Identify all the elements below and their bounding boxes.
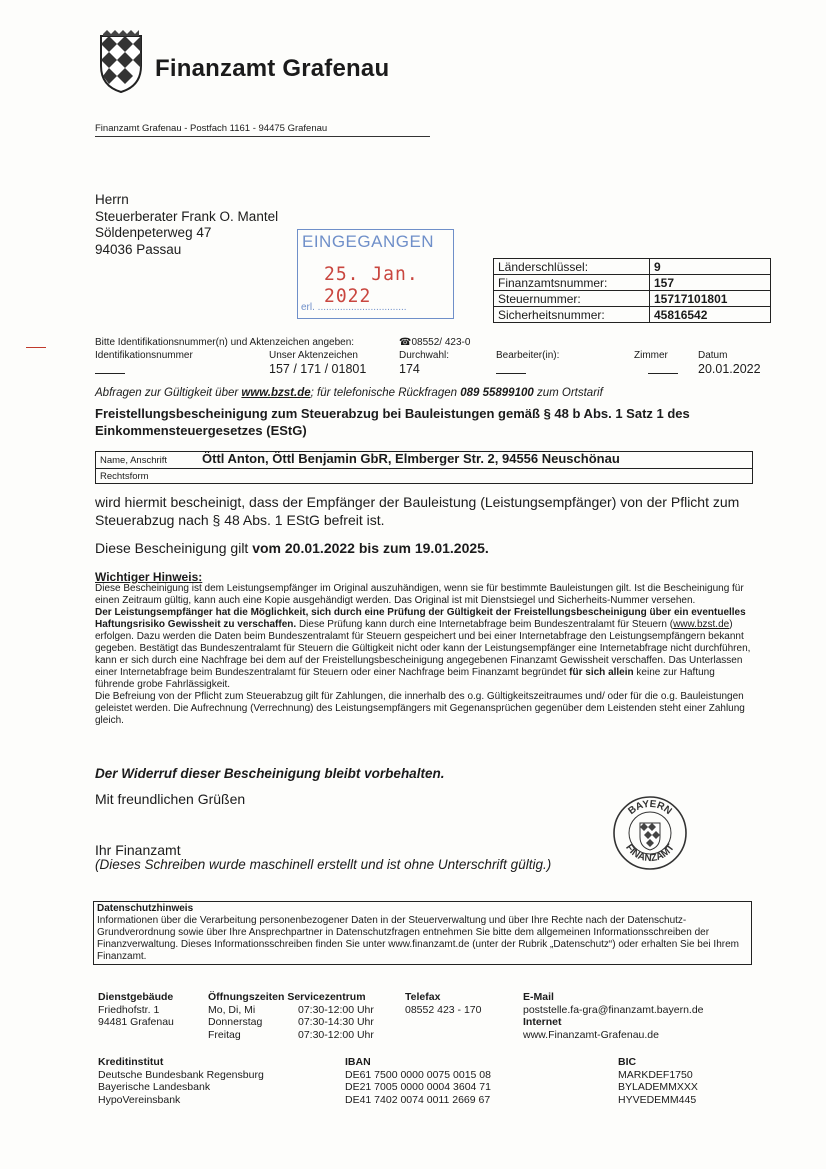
bank-ibans xyxy=(345,1056,491,1106)
stamp-date: 25. Jan. 2022 xyxy=(324,262,419,308)
hours-label: Öffnungszeiten Servicezentrum xyxy=(208,991,366,1003)
recipient-line: Söldenpeterweg 47 xyxy=(95,225,212,240)
fold-mark xyxy=(26,347,46,348)
internet-label: Internet xyxy=(523,1016,562,1028)
greeting: Mit freundlichen Grüßen xyxy=(95,791,246,807)
file-label: Unser Aktenzeichen xyxy=(269,350,358,361)
building-label: Dienstgebäude xyxy=(98,991,174,1003)
iban-label: IBAN xyxy=(345,1056,371,1068)
extension-value: 174 xyxy=(399,362,420,376)
building-line: Friedhofstr. 1 xyxy=(98,1003,160,1016)
sender-line: Finanzamt Grafenau - Postfach 1161 - 94475 Grafenau xyxy=(95,123,430,137)
bavarian-coat-of-arms-logo xyxy=(95,30,147,94)
table-row xyxy=(494,275,771,291)
key-label: Finanzamtsnummer: xyxy=(494,275,650,291)
hint-paragraph xyxy=(95,607,755,691)
list-item: DE41 7402 0074 0011 2669 67 xyxy=(345,1093,491,1106)
exemption-statement: wird hiermit bescheinigt, dass der Empfänger der Bauleistung (Leistungsempfänger) von der Pflicht zum Steuerabzug nach § 48 Abs. 1 EStG befreit ist. xyxy=(95,494,740,528)
bank-bics xyxy=(618,1056,698,1106)
room-value-dash xyxy=(648,366,678,380)
clerk-value-dash xyxy=(496,366,526,380)
hint-bold: Der Leistungsempfänger hat die Möglichkeit, sich durch eine Prüfung der Gültigkeit der Freistellungsbescheinigung über ein eventuelles Haftungsrisiko Gewissheit zu verschaffen. xyxy=(95,607,746,630)
info-suffix: zum Ortstarif xyxy=(533,387,603,399)
info-prefix: Abfragen zur Gültigkeit über xyxy=(95,387,242,399)
info-middle: ; für telefonische Rückfragen xyxy=(310,387,461,399)
contact-info xyxy=(523,991,704,1041)
reference-request: Bitte Identifikationsnummer(n) und Aktenzeichen angeben: xyxy=(95,337,355,348)
list-item: MARKDEF1750 xyxy=(618,1068,693,1081)
hint-paragraph: Diese Bescheinigung ist dem Leistungsempfänger im Original auszuhändigen, wenn sie für bestimmte Bauleistungen gilt. Ist die Bescheinigung für einen Zeitraum gültig, kann auch eine Kopie ausgehändigt werden. Das Original ist mit Dienstsiegel und Sicherheits-Nummer versehen. xyxy=(95,583,744,606)
seal-text-bottom: FINANZAMT xyxy=(623,842,677,865)
bank-names xyxy=(98,1056,264,1106)
bzst-link[interactable]: www.bzst.de xyxy=(241,387,311,399)
key-value: 157 xyxy=(650,275,771,291)
machine-note: (Dieses Schreiben wurde maschinell erstellt und ist ohne Unterschrift gültig.) xyxy=(95,857,552,872)
company-name: Öttl Anton, Öttl Benjamin GbR, Elmberger Str. 2, 94556 Neuschönau xyxy=(202,451,620,466)
list-item: Deutsche Bundesbank Regensburg xyxy=(98,1068,264,1081)
hotline-number: 089 55899100 xyxy=(460,387,534,399)
seal-text-top: BAYERN xyxy=(626,798,674,818)
list-item: HYVEDEMM445 xyxy=(618,1093,697,1106)
file-value: 157 / 171 / 01801 xyxy=(269,362,367,376)
hours-days: Freitag xyxy=(208,1028,241,1041)
letter-subject: Freistellungsbescheinigung zum Steuerabzug bei Bauleistungen gemäß § 48 b Abs. 1 Satz 1 des Einkommensteuergesetzes (EStG) xyxy=(95,406,690,438)
table-row xyxy=(494,291,771,307)
room-label: Zimmer xyxy=(634,350,668,361)
stamp-erl: erl. ................................ xyxy=(301,302,407,313)
privacy-text: Informationen über die Verarbeitung personenbezogener Daten in der Steuerverwaltung und über Ihre Rechte nach der Datenschutz-Grundverordnung sowie über Ihre Ansprechpartner in Datenschutzfragen entnehmen Sie bitte dem allgemeinen Informationsschreiben der Finanzverwaltung. Dieses Informationsschreiben finden Sie unter www.finanzamt.de (unter der Rubrik „Datenschutz“) oder erhalten Sie bei Ihrem Finanzamt. xyxy=(97,915,739,962)
recipient-line: Steuerberater Frank O. Mantel xyxy=(95,208,279,224)
recipient-name-box xyxy=(95,451,753,484)
privacy-notice-box xyxy=(93,901,752,965)
hint-bold: für sich allein xyxy=(569,667,634,678)
hint-heading: Wichtiger Hinweis: xyxy=(95,570,203,584)
validity-info-line xyxy=(95,387,603,399)
fax-info xyxy=(405,991,481,1016)
list-item: Bayerische Landesbank xyxy=(98,1081,211,1093)
email-label: E-Mail xyxy=(523,991,554,1003)
hint-text-part: ) erfolgen. Dazu werden die Daten beim Bundeszentralamt für Steuern gespeichert und bei einer Internetabfrage den Leistungsempfängern bekannt gegeben. Bestätigt das Bundeszentralamt für Steuern die Gültigkeit nicht oder kann der Leistungsempfänger eine Internetabfrage nicht durchführen, kann er sich durch eine Nachfrage bei dem auf der Freistellungsbescheinigung angegebenen Finanzamt Gewissheit verschaffen. Das Unterlassen einer Internetabfrage beim Bundeszentralamt für Steuern oder einer Nachfrage beim Finanzamt begründet xyxy=(95,619,751,678)
key-value: 45816542 xyxy=(650,307,771,323)
hint-text-part: Diese Prüfung kann durch eine Internetabfrage beim Bundeszentralamt für Steuern ( xyxy=(296,619,674,630)
key-label: Sicherheitsnummer: xyxy=(494,307,650,323)
hint-paragraph: Die Befreiung von der Pflicht zum Steuerabzug gilt für Zahlungen, die innerhalb des o.g. Gültigkeitszeitraumes und/ oder für die o.g. Bauleistungen geleistet werden. Die Aufrechnung (Verrechnung) des Leistungsempfängers mit Gegenansprüchen gegenüber dem Leistenden steht einer Zahlung gleich. xyxy=(95,691,745,726)
recipient-line: Herrn xyxy=(95,192,129,207)
building-line: 94481 Grafenau xyxy=(98,1016,174,1028)
validity-period xyxy=(95,540,489,556)
key-value: 9 xyxy=(650,259,771,275)
table-row xyxy=(494,307,771,323)
validity-dates: vom 20.01.2022 bis zum 19.01.2025. xyxy=(252,540,489,556)
list-item: DE21 7005 0000 0004 3604 71 xyxy=(345,1081,491,1093)
fax-label: Telefax xyxy=(405,991,441,1003)
hours-time: 07:30-12:00 Uhr xyxy=(298,1028,374,1041)
list-item: BYLADEMMXXX xyxy=(618,1081,698,1093)
table-row xyxy=(494,259,771,275)
bic-label: BIC xyxy=(618,1056,637,1068)
building-info xyxy=(98,991,174,1029)
date-label: Datum xyxy=(698,350,728,361)
key-value: 15717101801 xyxy=(650,291,771,307)
hint-text-part: keine zur Haftung führende grobe Fahrlässigkeit. xyxy=(95,667,715,690)
list-item: DE61 7500 0000 0075 0015 08 xyxy=(345,1068,491,1081)
revocation-notice: Der Widerruf dieser Bescheinigung bleibt vorbehalten. xyxy=(95,766,445,781)
list-item xyxy=(208,1016,398,1029)
id-value-dash xyxy=(95,366,125,380)
key-label: Steuernummer: xyxy=(494,291,650,307)
list-item xyxy=(208,1004,398,1017)
list-item xyxy=(208,1029,398,1042)
bank-label: Kreditinstitut xyxy=(98,1056,164,1068)
bzst-link[interactable]: www.bzst.de xyxy=(673,619,730,630)
validity-prefix: Diese Bescheinigung gilt xyxy=(95,540,253,556)
hours-time: 07:30-12:00 Uhr xyxy=(298,1003,374,1016)
official-seal-icon xyxy=(612,795,688,871)
phone-number: ☎08552/ 423-0 xyxy=(399,337,471,348)
name-label: Name, Anschrift xyxy=(100,455,168,466)
recipient-line: 94036 Passau xyxy=(95,241,182,257)
extension-label: Durchwahl: xyxy=(399,350,450,361)
tax-key-table xyxy=(493,258,771,323)
opening-hours xyxy=(208,991,398,1041)
stamp-title: EINGEGANGEN xyxy=(302,232,435,251)
key-label: Länderschlüssel: xyxy=(494,259,650,275)
legal-form-label: Rechtsform xyxy=(100,471,149,482)
closing-office: Ihr Finanzamt xyxy=(95,842,181,858)
hours-days: Donnerstag xyxy=(208,1016,263,1028)
clerk-label: Bearbeiter(in): xyxy=(496,350,560,361)
hours-time: 07:30-14:30 Uhr xyxy=(298,1016,374,1028)
recipient-address xyxy=(95,192,278,258)
email-address[interactable]: poststelle.fa-gra@finanzamt.bayern.de xyxy=(523,1003,704,1016)
hours-days: Mo, Di, Mi xyxy=(208,1003,256,1016)
office-title: Finanzamt Grafenau xyxy=(155,55,390,82)
id-label: Identifikationsnummer xyxy=(95,350,193,361)
website-link[interactable]: www.Finanzamt-Grafenau.de xyxy=(523,1028,659,1041)
hint-text xyxy=(95,583,755,727)
date-value: 20.01.2022 xyxy=(698,362,761,376)
received-stamp xyxy=(297,229,454,319)
privacy-title: Datenschutzhinweis xyxy=(97,903,194,914)
list-item: HypoVereinsbank xyxy=(98,1093,181,1106)
fax-number: 08552 423 - 170 xyxy=(405,1003,482,1016)
